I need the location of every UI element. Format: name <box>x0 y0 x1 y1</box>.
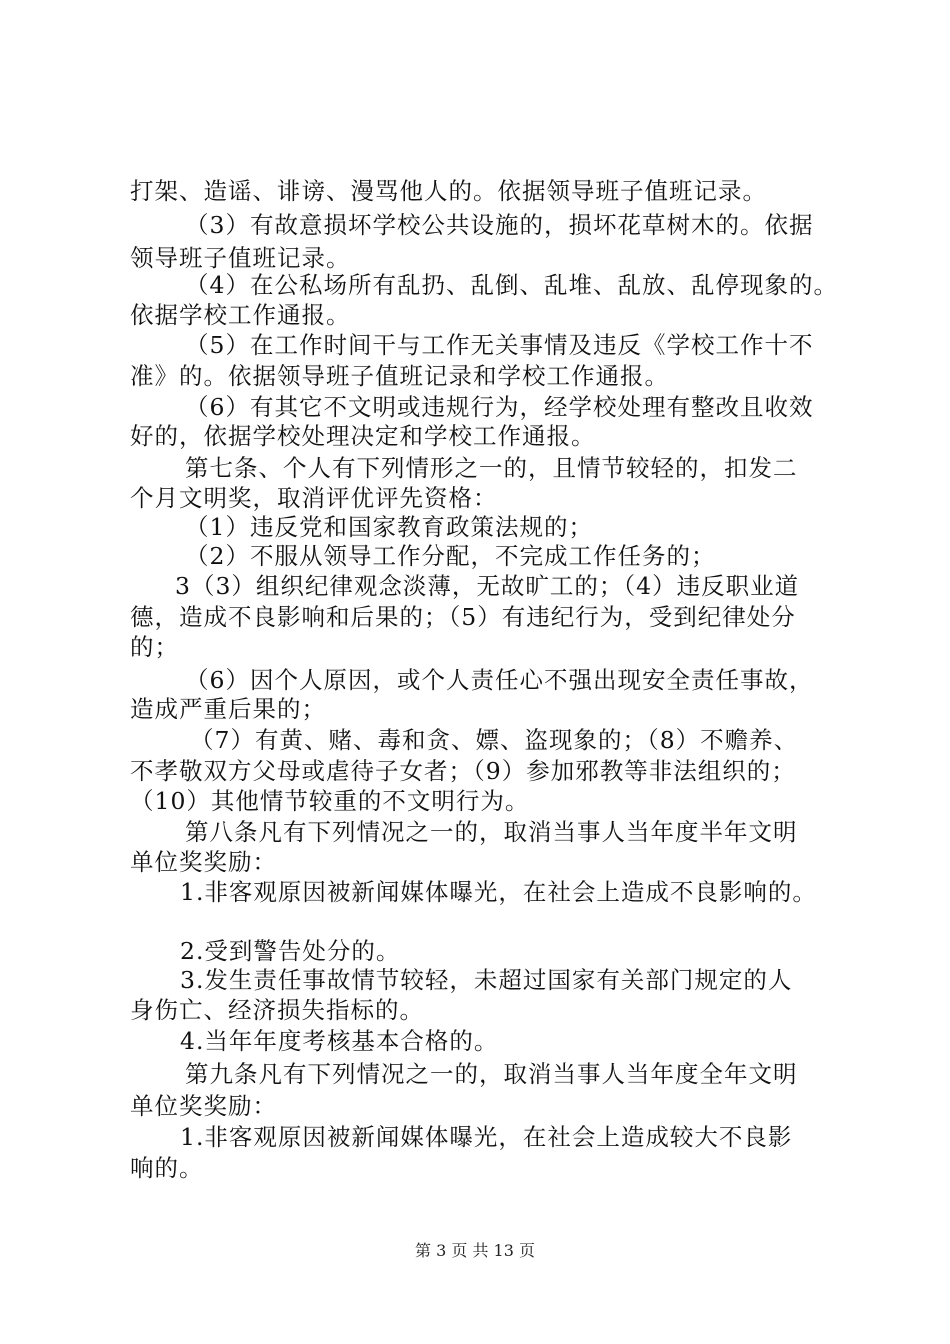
text-line: （1）违反党和国家教育政策法规的； <box>185 513 593 541</box>
text-line: （10）其他情节较重的不文明行为。 <box>130 787 530 815</box>
text-line: 第八条凡有下列情况之一的，取消当事人当年度半年文明 <box>185 818 798 846</box>
text-line: 1.非客观原因被新闻媒体曝光，在社会上造成较大不良影 <box>180 1123 793 1151</box>
text-line: （6）因个人原因，或个人责任心不强出现安全责任事故， <box>185 666 814 694</box>
text-line: 4.当年年度考核基本合格的。 <box>180 1027 499 1055</box>
text-line: 2.受到警告处分的。 <box>180 937 401 965</box>
text-line: 3（3）组织纪律观念淡薄，无故旷工的；（4）违反职业道 <box>175 572 800 600</box>
text-line: 3.发生责任事故情节较轻，未超过国家有关部门规定的人 <box>180 966 793 994</box>
text-line: 1.非客观原因被新闻媒体曝光，在社会上造成不良影响的。 <box>180 878 817 906</box>
text-line: （3）有故意损坏学校公共设施的，损坏花草树木的。依据 <box>185 211 814 239</box>
text-line: 单位奖奖励： <box>130 1092 277 1120</box>
text-line: 造成严重后果的； <box>130 695 326 723</box>
text-line: 响的。 <box>130 1154 204 1182</box>
text-line: 打架、造谣、诽谤、漫骂他人的。依据领导班子值班记录。 <box>130 177 767 205</box>
page-number-footer: 第 3 页 共 13 页 <box>415 1241 535 1260</box>
text-line: 单位奖奖励： <box>130 848 277 876</box>
text-line: （5）在工作时间干与工作无关事情及违反《学校工作十不 <box>185 331 814 359</box>
text-line: 身伤亡、经济损失指标的。 <box>130 996 424 1024</box>
text-line: （7）有黄、赌、毒和贪、嫖、盗现象的；（8）不赡养、 <box>190 726 799 754</box>
text-line: 德，造成不良影响和后果的；（5）有违纪行为，受到纪律处分 <box>130 603 796 631</box>
text-line: 准》的。依据领导班子值班记录和学校工作通报。 <box>130 362 669 390</box>
text-line: 个月文明奖，取消评优评先资格： <box>130 484 498 512</box>
text-line: 不孝敬双方父母或虐待子女者；（9）参加邪教等非法组织的； <box>130 757 796 785</box>
text-line: 的； <box>130 633 179 661</box>
text-line: （4）在公私场所有乱扔、乱倒、乱堆、乱放、乱停现象的。 <box>185 271 838 299</box>
text-line: 好的，依据学校处理决定和学校工作通报。 <box>130 422 596 450</box>
text-line: 依据学校工作通报。 <box>130 301 351 329</box>
text-line: （2）不服从领导工作分配，不完成工作任务的； <box>185 542 716 570</box>
text-line: 第七条、个人有下列情形之一的，且情节较轻的，扣发二 <box>185 454 798 482</box>
text-line: （6）有其它不文明或违规行为，经学校处理有整改且收效 <box>185 393 814 421</box>
text-line: 领导班子值班记录。 <box>130 244 351 272</box>
text-line: 第九条凡有下列情况之一的，取消当事人当年度全年文明 <box>185 1060 798 1088</box>
